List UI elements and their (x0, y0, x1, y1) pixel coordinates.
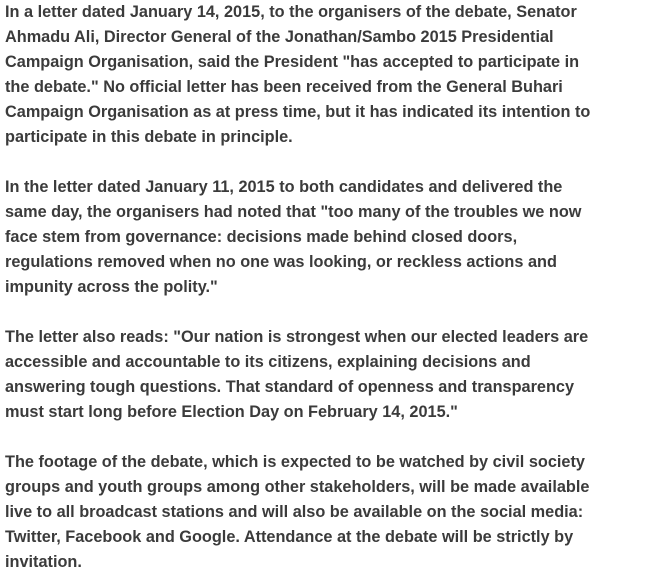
paragraph-letter-quote (5, 325, 655, 425)
text-line: same day, the organisers had noted that "too many of the troubles we now (5, 203, 582, 221)
text-line: accessible and accountable to its citizens, explaining decisions and (5, 353, 531, 371)
text-line: Campaign Organisation as at press time, but it has indicated its intention to (5, 103, 591, 121)
text-line: Ahmadu Ali, Director General of the Jonathan/Sambo 2015 Presidential (5, 28, 554, 46)
text-line: In a letter dated January 14, 2015, to the organisers of the debate, Senator (5, 3, 577, 21)
text-line: Twitter, Facebook and Google. Attendance at the debate will be strictly by (5, 528, 574, 546)
text-line: Campaign Organisation, said the President "has accepted to participate in (5, 53, 580, 71)
text-line: participate in this debate in principle. (5, 128, 293, 146)
paragraph-spacer (5, 300, 655, 325)
text-line: groups and youth groups among other stakeholders, will be made available (5, 478, 590, 496)
text-line: invitation. (5, 553, 82, 571)
paragraph-debate-footage (5, 450, 655, 575)
text-line: live to all broadcast stations and will also be available on the social media: (5, 503, 584, 521)
paragraph-debate-acceptance (5, 0, 655, 150)
text-line: answering tough questions. That standard of openness and transparency (5, 378, 575, 396)
paragraph-organisers-letter (5, 175, 655, 300)
paragraph-spacer (5, 425, 655, 450)
text-line: The letter also reads: "Our nation is strongest when our elected leaders are (5, 328, 589, 346)
text-line: In the letter dated January 11, 2015 to both candidates and delivered the (5, 178, 563, 196)
text-line: the debate." No official letter has been received from the General Buhari (5, 78, 563, 96)
text-line: impunity across the polity." (5, 278, 218, 296)
text-line: must start long before Election Day on February 14, 2015." (5, 403, 458, 421)
text-line: The footage of the debate, which is expected to be watched by civil society (5, 453, 585, 471)
text-line: face stem from governance: decisions made behind closed doors, (5, 228, 518, 246)
paragraph-spacer (5, 150, 655, 175)
text-line: regulations removed when no one was looking, or reckless actions and (5, 253, 557, 271)
